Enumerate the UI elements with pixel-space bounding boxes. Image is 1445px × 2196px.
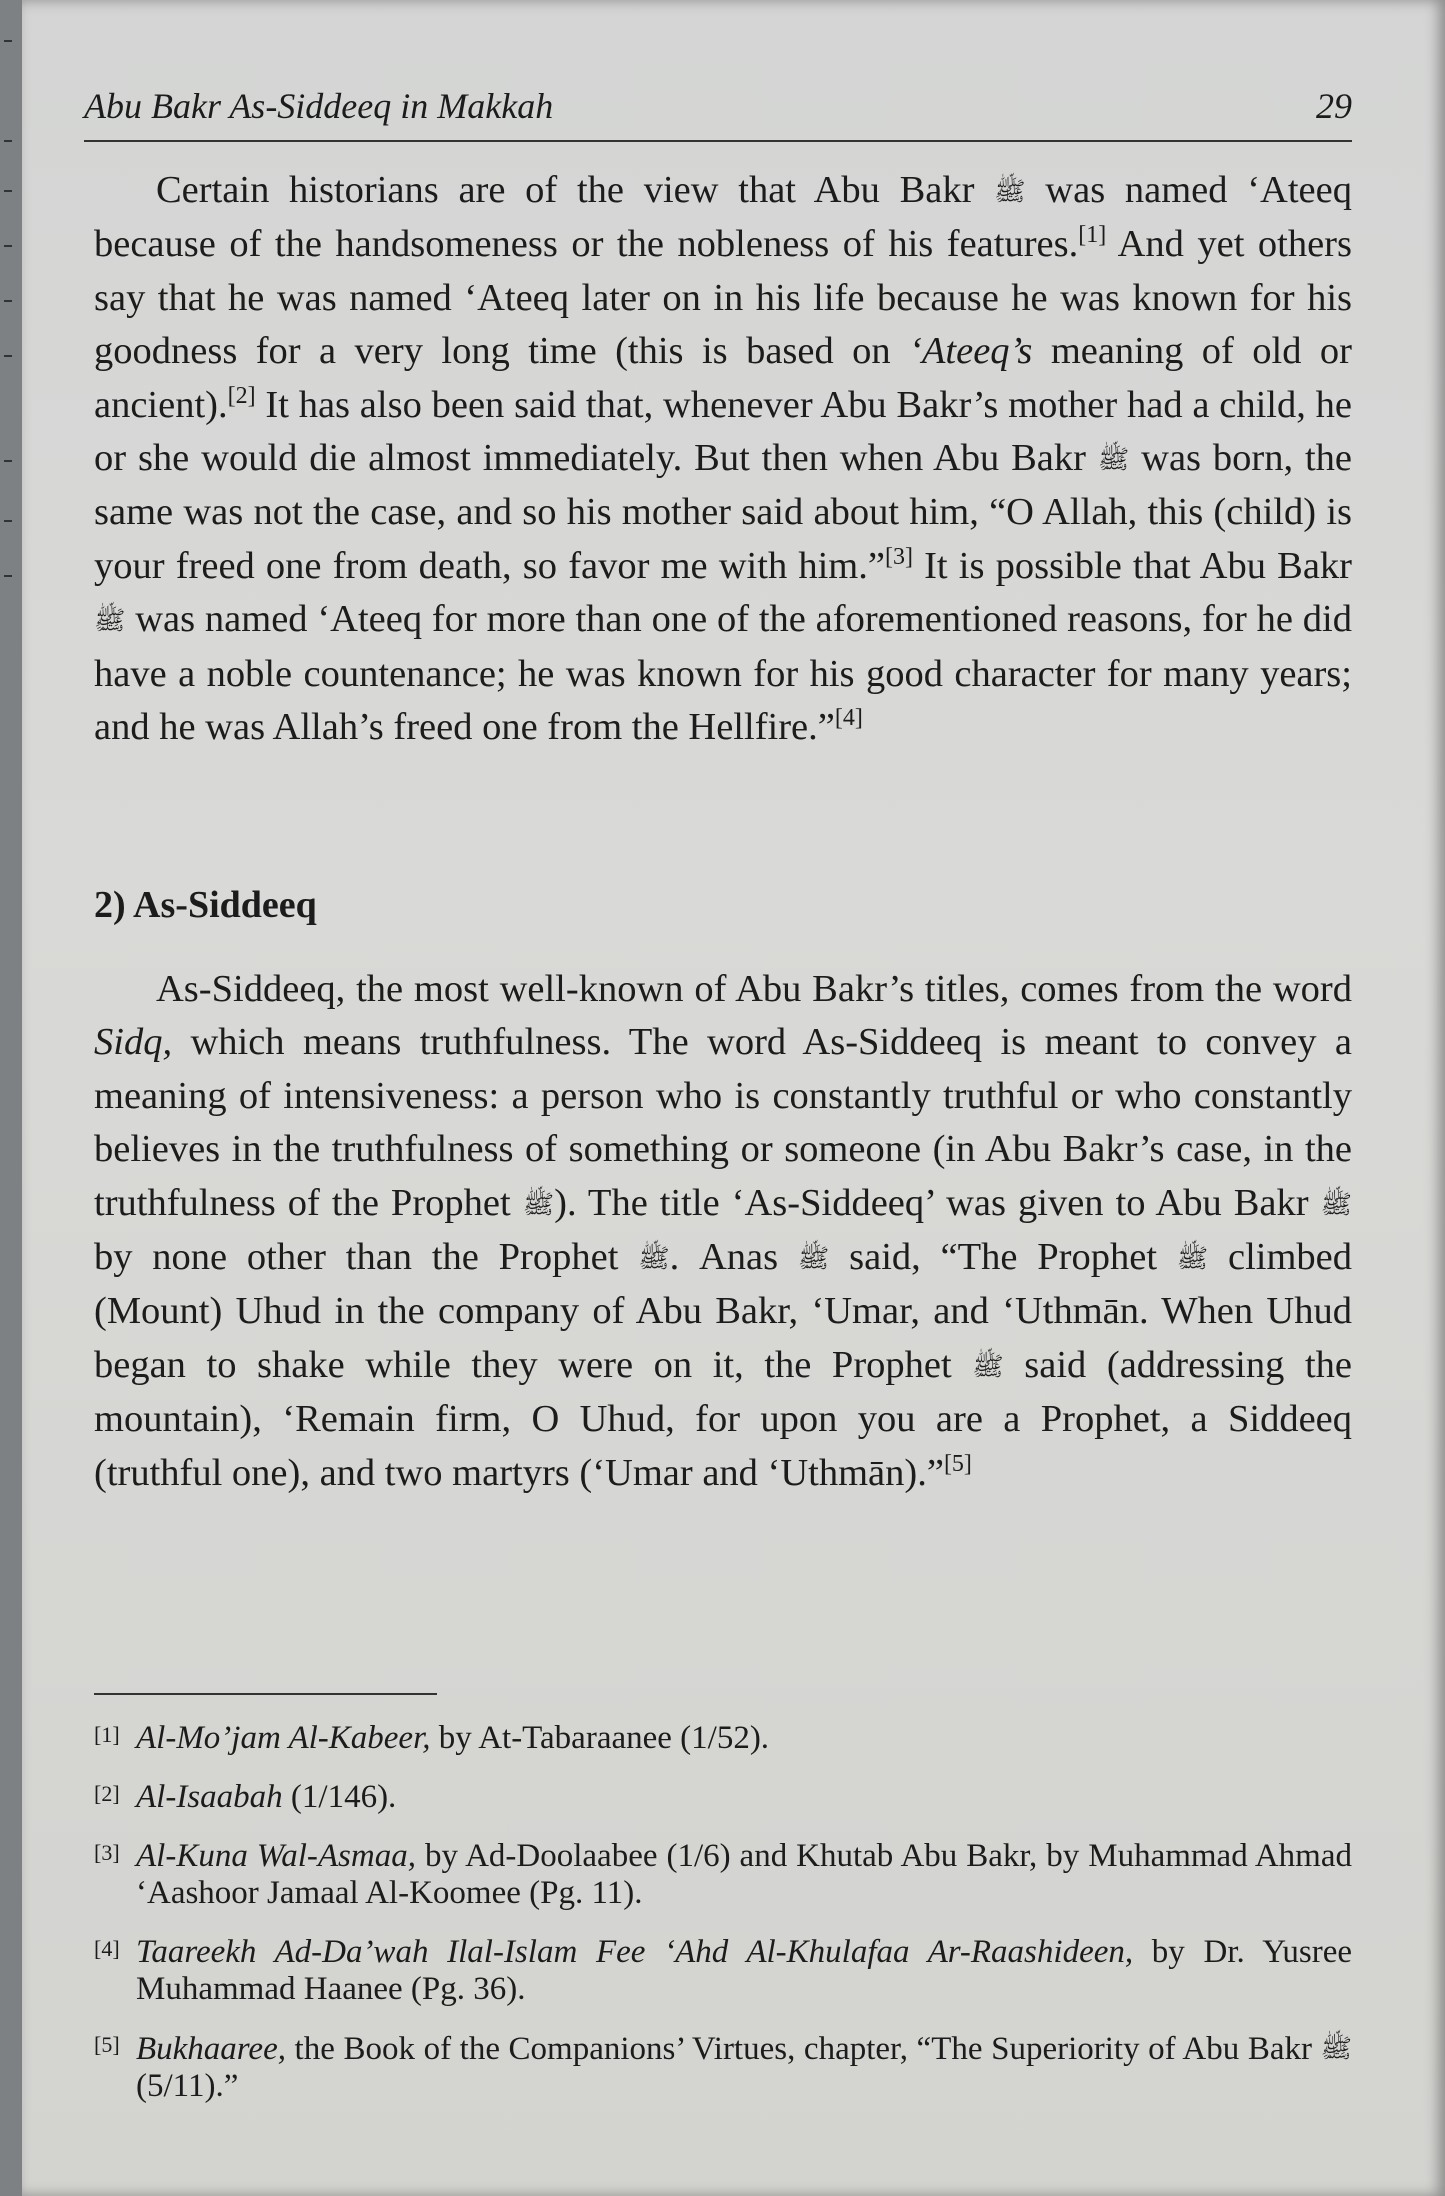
footnote-mark: [5]: [94, 2032, 120, 2057]
honorific-glyph: ﷺ: [1320, 2034, 1352, 2063]
paragraph-siddeeq: As-Siddeeq, the most well-known of Abu Bakr’s titles, comes from the word Sidq, which means truthfulness. The word As-Siddeeq is meant to convey a meaning of intensiveness: a person who is constantly truthful or who constantly believes in the truthfulness of something or someone (in Abu Bakr’s case, in the truthfulness of the Prophet ﷺ). The title ‘As-Siddeeq’ was given to Abu Bakr ﷺ by none other than the Prophet ﷺ. Anas ﷺ said, “The Prophet ﷺ climbed (Mount) Uhud in the company of Abu Bakr, ‘Umar, and ‘Uthmān. When Uhud began to shake while they were on it, the Prophet ﷺ said (addressing the mountain), ‘Remain firm, O Uhud, for upon you are a Prophet, a Siddeeq (truthful one), and two martyrs (‘Umar and ‘Uthmān).”[5]: [94, 968, 1353, 1494]
honorific-glyph: ﷺ: [972, 1351, 1004, 1381]
footnote-item: [2] Al-Isaabah (1/146).: [94, 1779, 1352, 1816]
honorific-glyph: ﷺ: [638, 1244, 670, 1274]
footnote-ref[interactable]: [4]: [834, 705, 863, 732]
honorific-glyph: ﷺ: [1320, 1189, 1352, 1219]
footnote-item: [5] Bukhaaree, the Book of the Companions’ Virtues, chapter, “The Superiority of Abu Bakr ﷺ (5/11).”: [94, 2030, 1352, 2105]
footnote-mark: [1]: [94, 1722, 120, 1747]
footnote-ref[interactable]: [1]: [1078, 222, 1107, 249]
honorific-glyph: ﷺ: [522, 1189, 555, 1219]
running-head: Abu Bakr As-Siddeeq in Makkah: [84, 86, 554, 126]
footnote-mark: [3]: [94, 1840, 120, 1865]
footnote-mark: [4]: [94, 1936, 120, 1961]
honorific-glyph: ﷺ: [1176, 1244, 1209, 1274]
footnote-mark: [2]: [94, 1781, 120, 1806]
page-header: [84, 82, 1352, 142]
page-number: 29: [1316, 86, 1352, 126]
footnotes-list: [94, 1720, 1352, 2127]
honorific-glyph: ﷺ: [797, 1244, 830, 1274]
footnote-ref[interactable]: [5]: [943, 1450, 972, 1477]
footnote-ref[interactable]: [2]: [227, 382, 256, 409]
footnote-divider: [94, 1693, 437, 1695]
footnote-item: [4] Taareekh Ad-Da’wah Ilal-Islam Fee ‘Ahd Al-Khulafaa Ar-Raashideen, by Dr. Yusree Muhammad Haanee (Pg. 36).: [94, 1934, 1352, 2008]
honorific-glyph: ﷺ: [994, 177, 1026, 206]
book-page: [22, 0, 1445, 2196]
footnote-ref[interactable]: [3]: [884, 543, 913, 570]
honorific-glyph: ﷺ: [1097, 445, 1130, 475]
section-heading: 2) As-Siddeeq: [94, 884, 317, 926]
binding-edge: [0, 0, 22, 2196]
footnote-item: [1] Al-Mo’jam Al-Kabeer, by At-Tabaraanee (1/52).: [94, 1720, 1352, 1757]
honorific-glyph: ﷺ: [94, 606, 126, 636]
paragraph-ateeq: Certain historians are of the view that Abu Bakr ﷺ was named ‘Ateeq because of the handsomeness or the nobleness of his features.[1] And yet others say that he was named ‘Ateeq later on in his life because he was known for his goodness for a very long time (this is based on ‘Ateeq’s meaning of old or ancient).[2] It has also been said that, whenever Abu Bakr’s mother had a child, he or she would die almost immediately. But then when Abu Bakr ﷺ was born, the same was not the case, and so his mother said about him, “O Allah, this (child) is your freed one from death, so favor me with him.”[3] It is possible that Abu Bakr ﷺ was named ‘Ateeq for more than one of the aforementioned reasons, for he did have a noble countenance; he was known for his good character for many years; and he was Allah’s freed one from the Hellfire.”[4]: [94, 169, 1352, 749]
footnote-item: [3] Al-Kuna Wal-Asmaa, by Ad-Doolaabee (1/6) and Khutab Abu Bakr, by Muhammad Ahmad ‘Aashoor Jamaal Al-Koomee (Pg. 11).: [94, 1838, 1352, 1912]
